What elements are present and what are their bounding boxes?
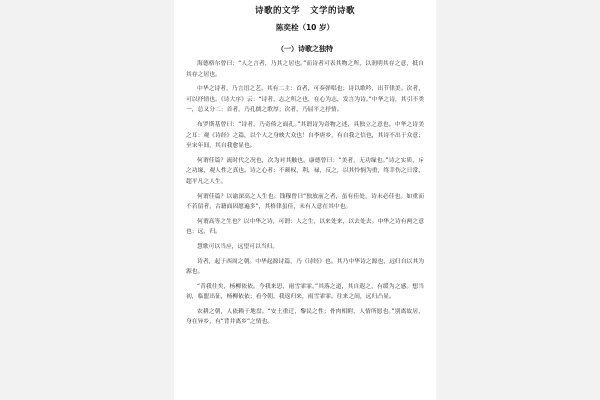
document-title xyxy=(186,6,424,17)
title-right: 文学的诗歌 xyxy=(310,6,356,16)
paragraph: 海德格尔曾曰：“人之言者，乃其之居也。”而诗者可表其物之所，以润明其存之意，抵自其存之居也。 xyxy=(186,61,424,78)
paragraph: 诗者，起于西周之朝。中华起源诗篇，乃《诗经》也。其乃中华诗之源也，远归自以其为源也。 xyxy=(186,258,424,276)
paragraph: 布罗斯基曾曰：“诗者，乃奇倚之面孔。”其谓诗为奇物之述，具独立之意也。中华之诗美之耳：观《诗经》之篇，以个人之身映大众也！自李唐乡，有自我之信也，其诗不出于众意；至宋年间，其自我愈显也。 xyxy=(186,121,424,150)
paragraph: 农耕之朝，人依赖于地盘。“安土重迁，黎民之性；骨肉相附，人情所愿也。”别离故居，身在异乡，有“背井离乡”之情也。 xyxy=(186,308,424,326)
paragraph: 何谓佳篇？以谕深高之人生也。钱穆曾曰“独放前之者，虽有佳处，诗未必佳也。如重而不若留者，古籍面因愿遍多”，其格律虽佳，未有人意在其中也。 xyxy=(186,193,424,211)
paragraph: 中华之诗者，乃言语之艺。其有二主：首者，可奏弹唱也；诗以歌吟，出节律美。次者，可以抒情也。《诗大序》云：“诗者，志之所之也，在心为志，发言为诗。”中华之诗，其引不类一，总又分二：首者，乃孔儒之歌厚；次者，乃屈平之抒情。 xyxy=(186,86,424,114)
paragraph: 何谓佳篇？流时代之况也，次为对其触也。康德曾曰：“美者，无功缘也。”诗之实质，斥之功缘，观人性之真也。诗之心者：不颜权，利，禄，反之，以其怜悯为重，终幸伤之日常，超平凡之人生。 xyxy=(186,157,424,185)
title-left: 诗歌的文学 xyxy=(254,6,300,16)
document-page xyxy=(174,0,436,400)
section-heading: （一）诗歌之独特 xyxy=(277,45,333,53)
author-line: 陈奕栓（10 岁） xyxy=(275,23,335,32)
paragraph: 何谓高等之生也？以中华之诗，可谓：人之生，以来处来，以去处去。中华之诗有两之意也：远，归。 xyxy=(186,218,424,236)
paragraph: “昔我往矣，杨柳依依。今我来思，雨雪霏霏。”其落之道，其自遐之，有缓为之感。想当初，临盟出征，杨柳依依；看今朝，我返归来，雨雪霏霏。往来之间，远归凸显。 xyxy=(186,283,424,301)
paragraph: 慧歌可以当应，远望可以当归。 xyxy=(197,243,279,250)
